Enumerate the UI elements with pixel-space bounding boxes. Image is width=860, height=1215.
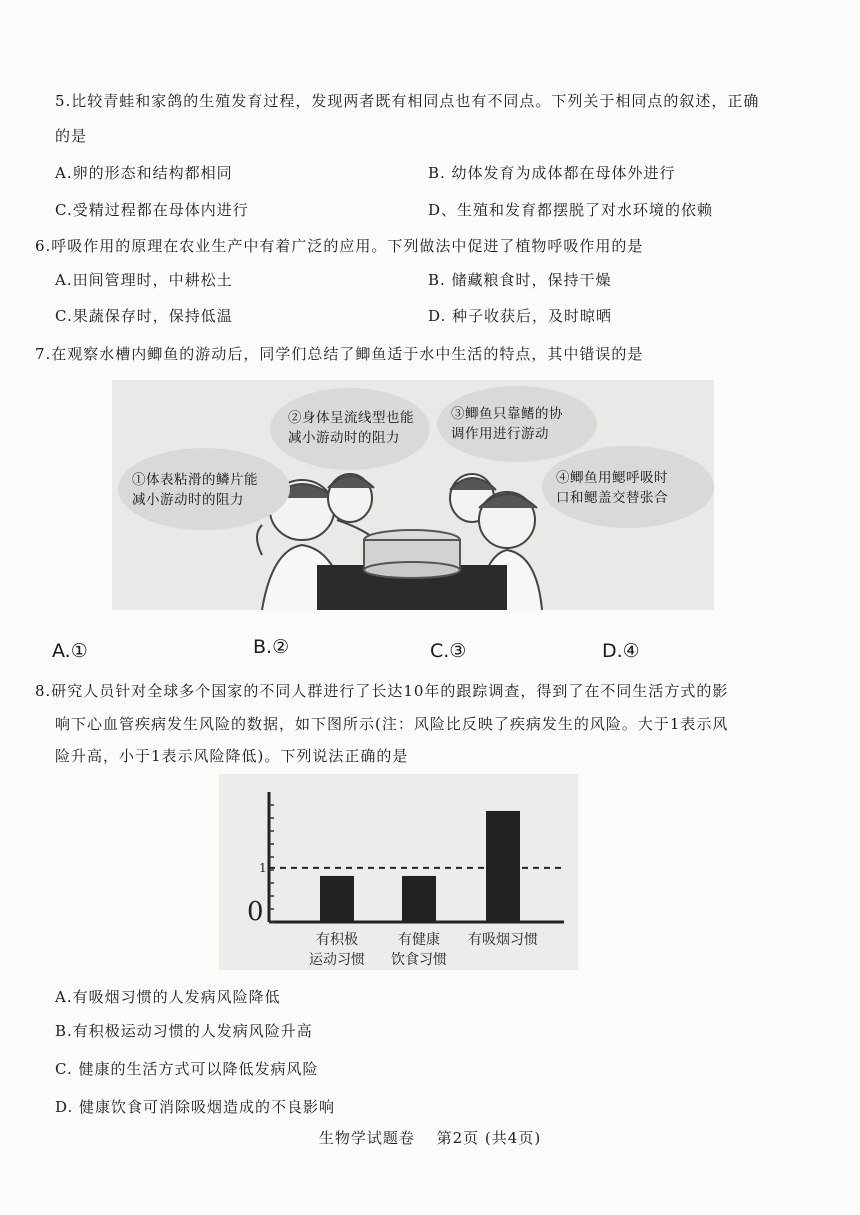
x-category-label: 运动习惯	[309, 952, 365, 968]
bubble-3	[437, 386, 597, 462]
bubble-1-line2: 减小游动时的阻力	[132, 492, 244, 508]
bubble-2-line2: 减小游动时的阻力	[288, 430, 400, 446]
bar-2	[402, 876, 436, 922]
risk-ratio-chart	[219, 774, 578, 970]
bubble-4-line1: ④鲫鱼用鳃呼吸时	[556, 470, 668, 486]
q7-option-a: A.①	[52, 640, 88, 662]
q7-option-b: B.②	[253, 636, 290, 658]
bubble-3-line2: 调作用进行游动	[451, 426, 549, 442]
q6-option-d: D. 种子收获后，及时晾晒	[428, 307, 613, 325]
bar-1	[320, 876, 354, 922]
q7-illustration	[112, 380, 714, 610]
x-category-label: 有吸烟习惯	[468, 932, 538, 948]
y-tick-label-1: 1	[259, 860, 267, 875]
q7-option-d: D.④	[602, 640, 640, 662]
q6-option-b: B. 储藏粮食时，保持干燥	[428, 271, 612, 289]
q7-option-c: C.③	[430, 640, 467, 662]
q6-option-a: A.田间管理时，中耕松土	[55, 271, 233, 289]
x-category-label: 饮食习惯	[391, 952, 447, 968]
q6-stem: 6.呼吸作用的原理在农业生产中有着广泛的应用。下列做法中促进了植物呼吸作用的是	[35, 237, 644, 255]
q5-option-b: B. 幼体发育为成体都在母体外进行	[428, 164, 676, 182]
x-category-label: 有积极	[316, 932, 358, 948]
q8-option-a: A.有吸烟习惯的人发病风险降低	[55, 988, 281, 1006]
q6-option-c: C.果蔬保存时，保持低温	[55, 307, 233, 325]
risk-ratio-chart-svg	[219, 774, 578, 970]
footer-page-number: 第2页 (共4页)	[436, 1129, 542, 1147]
q8-option-d: D. 健康饮食可消除吸烟造成的不良影响	[55, 1098, 336, 1116]
q5-option-a: A.卵的形态和结构都相同	[55, 164, 233, 182]
bubble-1-line1: ①体表粘滑的鳞片能	[132, 472, 258, 488]
q8-stem-line3: 险升高，小于1表示风险降低)。下列说法正确的是	[55, 747, 409, 765]
bubble-1	[118, 448, 290, 530]
q8-option-b: B.有积极运动习惯的人发病风险升高	[55, 1022, 313, 1040]
bubble-4	[542, 446, 714, 528]
q7-stem: 7.在观察水槽内鲫鱼的游动后，同学们总结了鲫鱼适于水中生活的特点，其中错误的是	[35, 345, 644, 363]
q5-option-d: D、生殖和发育都摆脱了对水环境的依赖	[428, 201, 714, 219]
footer-subject: 生物学试题卷	[318, 1129, 415, 1147]
bar-3	[486, 811, 520, 922]
q8-option-c: C. 健康的生活方式可以降低发病风险	[55, 1060, 319, 1078]
q5-stem-line1: 5.比较青蛙和家鸽的生殖发育过程，发现两者既有相同点也有不同点。下列关于相同点的叙述，正确	[55, 92, 760, 110]
q8-stem-line2: 响下心血管疾病发生风险的数据，如下图所示(注：风险比反映了疾病发生的风险。大于1表示风	[55, 715, 729, 733]
page-footer	[0, 1127, 860, 1148]
x-category-label: 有健康	[398, 932, 440, 948]
bubble-2-line1: ②身体呈流线型也能	[288, 410, 414, 426]
y-tick-label-0: 0	[247, 897, 264, 927]
bubble-4-line2: 口和鳃盖交替张合	[556, 490, 668, 506]
q8-stem-line1: 8.研究人员针对全球多个国家的不同人群进行了长达10年的跟踪调查，得到了在不同生活方式的影	[35, 682, 729, 700]
bubble-2	[270, 388, 430, 470]
q5-option-c: C.受精过程都在母体内进行	[55, 201, 249, 219]
q5-stem-line2: 的是	[55, 127, 88, 145]
bubble-3-line1: ③鲫鱼只靠鳍的协	[451, 406, 563, 422]
